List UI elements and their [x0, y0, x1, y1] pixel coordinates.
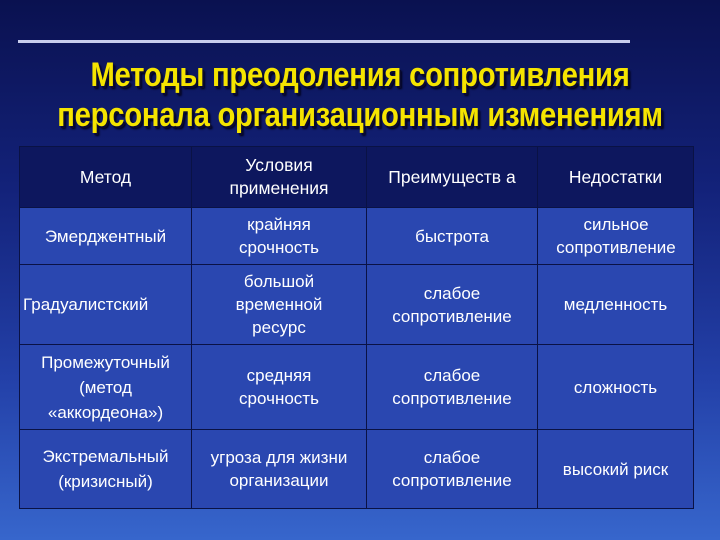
cell-conditions: средняя срочность [192, 345, 367, 430]
cell-disadvantages: сильное сопротивление [538, 208, 694, 265]
cell-conditions: большой временной ресурс [192, 265, 367, 345]
cell-advantages: слабое сопротивление [367, 430, 538, 509]
cell-method: Градуалистский [20, 265, 192, 345]
slide-title-line-1: Методы преодоления сопротивления [90, 56, 630, 94]
table-row [20, 345, 694, 430]
cell-method: Эмерджентный [20, 208, 192, 265]
cell-method: Экстремальный (кризисный) [20, 430, 192, 509]
cell-disadvantages: медленность [538, 265, 694, 345]
cell-conditions: угроза для жизни организации [192, 430, 367, 509]
cell-method: Промежуточный (метод «аккордеона») [20, 345, 192, 430]
slide-title-line-2: персонала организационным изменениям [57, 96, 663, 134]
header-method: Метод [20, 147, 192, 208]
header-disadvantages: Недостатки [538, 147, 694, 208]
table-row [20, 265, 694, 345]
cell-disadvantages: высокий риск [538, 430, 694, 509]
cell-advantages: быстрота [367, 208, 538, 265]
cell-conditions: крайняя срочность [192, 208, 367, 265]
cell-disadvantages: сложность [538, 345, 694, 430]
cell-advantages: слабое сопротивление [367, 345, 538, 430]
table-header-row [20, 147, 694, 208]
header-conditions: Условия применения [192, 147, 367, 208]
cell-advantages: слабое сопротивление [367, 265, 538, 345]
table-row [20, 430, 694, 509]
header-advantages: Преимуществ а [367, 147, 538, 208]
methods-table [19, 146, 694, 509]
table-row [20, 208, 694, 265]
decorative-top-rule [18, 40, 630, 43]
slide-title [50, 55, 669, 135]
